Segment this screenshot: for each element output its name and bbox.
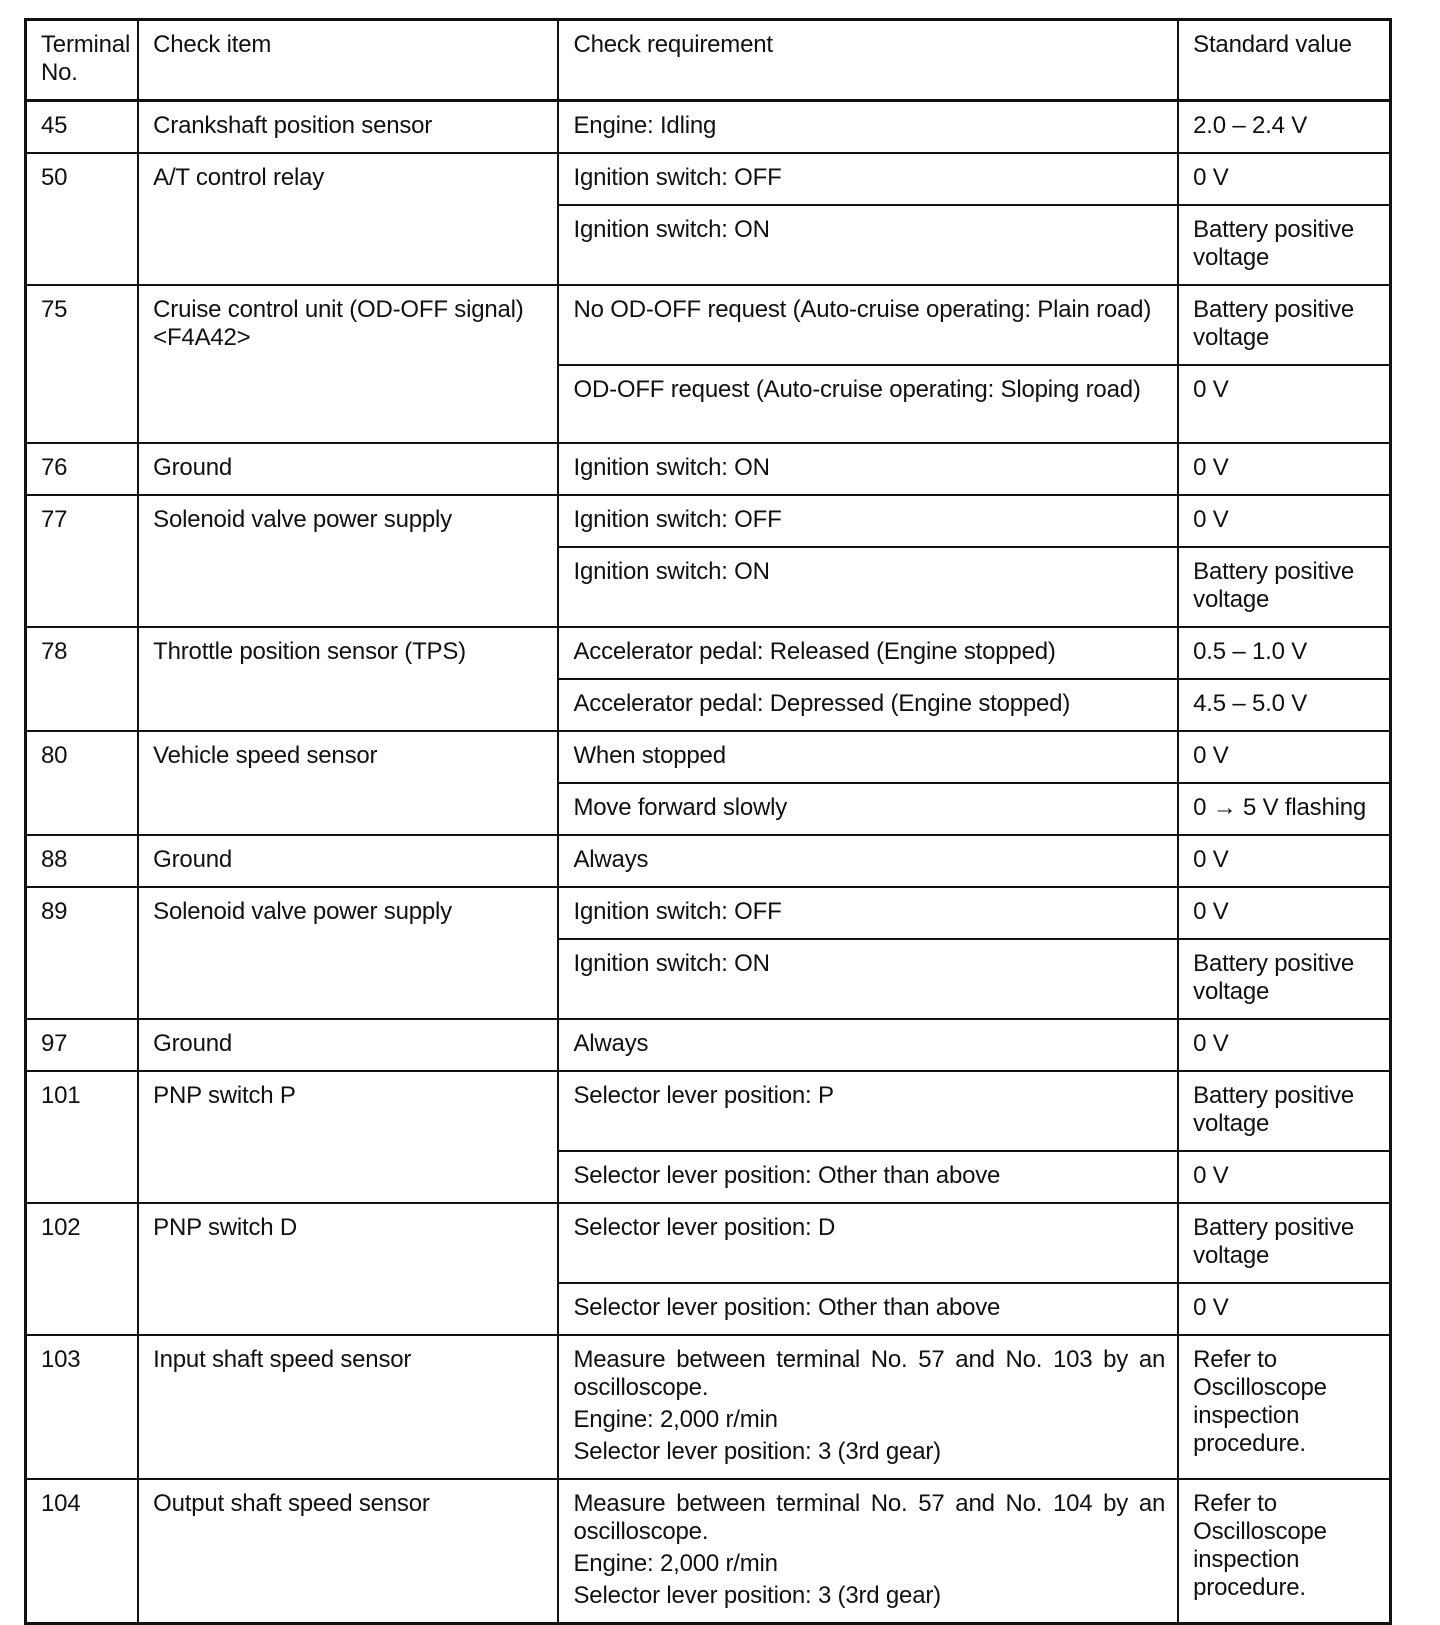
table-row bbox=[26, 627, 1391, 679]
header-standard-value: Standard value bbox=[1178, 20, 1390, 101]
check-item-cell: Ground bbox=[138, 1019, 558, 1071]
check-item-cell: Solenoid valve power supply bbox=[138, 887, 558, 1019]
table-row bbox=[26, 1479, 1391, 1624]
table-row bbox=[26, 153, 1391, 205]
check-requirement-cell: Move forward slowly bbox=[558, 783, 1178, 835]
standard-value-cell: 2.0 – 2.4 V bbox=[1178, 101, 1390, 154]
requirement-line: Engine: 2,000 r/min bbox=[573, 1406, 778, 1433]
requirement-line: Measure between terminal No. 57 and No. 103 by an oscilloscope. bbox=[573, 1346, 1166, 1401]
check-item-cell: PNP switch D bbox=[138, 1203, 558, 1335]
check-requirement-cell: Ignition switch: ON bbox=[558, 205, 1178, 285]
check-requirement-cell: Selector lever position: P bbox=[558, 1071, 1178, 1151]
check-item-cell: A/T control relay bbox=[138, 153, 558, 285]
terminal-no-cell: 50 bbox=[26, 153, 139, 285]
check-requirement-cell: Ignition switch: ON bbox=[558, 939, 1178, 1019]
header-terminal-no: Terminal No. bbox=[26, 20, 139, 101]
check-requirement-cell: Ignition switch: ON bbox=[558, 443, 1178, 495]
table-row bbox=[26, 887, 1391, 939]
check-requirement-cell: When stopped bbox=[558, 731, 1178, 783]
check-requirement-cell: Always bbox=[558, 835, 1178, 887]
check-requirement-cell: Selector lever position: Other than above bbox=[558, 1151, 1178, 1203]
requirement-line: Selector lever position: 3 (3rd gear) bbox=[573, 1438, 941, 1465]
check-item-cell: Output shaft speed sensor bbox=[138, 1479, 558, 1624]
standard-value-cell: Battery positive voltage bbox=[1178, 939, 1390, 1019]
standard-value-cell: 0.5 – 1.0 V bbox=[1178, 627, 1390, 679]
terminal-no-cell: 104 bbox=[26, 1479, 139, 1624]
standard-value-cell: 0 V bbox=[1178, 365, 1390, 443]
table-row bbox=[26, 835, 1391, 887]
check-requirement-cell: No OD-OFF request (Auto-cruise operating: Plain road) bbox=[558, 285, 1178, 365]
terminal-no-cell: 101 bbox=[26, 1071, 139, 1203]
standard-value-cell: Battery positive voltage bbox=[1178, 205, 1390, 285]
standard-value-cell: 0 V bbox=[1178, 1283, 1390, 1335]
check-requirement-cell: Engine: Idling bbox=[558, 101, 1178, 154]
standard-value-cell: 0 V bbox=[1178, 1151, 1390, 1203]
terminal-no-cell: 89 bbox=[26, 887, 139, 1019]
check-item-cell: Crankshaft position sensor bbox=[138, 101, 558, 154]
check-item-cell: Solenoid valve power supply bbox=[138, 495, 558, 627]
terminal-no-cell: 103 bbox=[26, 1335, 139, 1479]
terminal-no-cell: 88 bbox=[26, 835, 139, 887]
terminal-no-cell: 102 bbox=[26, 1203, 139, 1335]
standard-value-cell: 0 V bbox=[1178, 835, 1390, 887]
table-row bbox=[26, 443, 1391, 495]
table-row bbox=[26, 495, 1391, 547]
terminal-no-cell: 97 bbox=[26, 1019, 139, 1071]
standard-value-cell: Refer to Oscilloscope inspection procedure. bbox=[1178, 1335, 1390, 1479]
header-check-item: Check item bbox=[138, 20, 558, 101]
standard-value-cell: Battery positive voltage bbox=[1178, 1203, 1390, 1283]
check-requirement-cell: OD-OFF request (Auto-cruise operating: Sloping road) bbox=[558, 365, 1178, 443]
table-row bbox=[26, 101, 1391, 154]
standard-value-cell: 0 V bbox=[1178, 153, 1390, 205]
standard-value-cell: 0 V bbox=[1178, 1019, 1390, 1071]
check-item-cell: Throttle position sensor (TPS) bbox=[138, 627, 558, 731]
check-requirement-cell: Ignition switch: OFF bbox=[558, 153, 1178, 205]
check-requirement-cell: Selector lever position: Other than above bbox=[558, 1283, 1178, 1335]
standard-value-cell: Battery positive voltage bbox=[1178, 1071, 1390, 1151]
check-requirement-cell: Ignition switch: ON bbox=[558, 547, 1178, 627]
requirement-line: Selector lever position: 3 (3rd gear) bbox=[573, 1582, 941, 1609]
standard-value-cell: Refer to Oscilloscope inspection procedure. bbox=[1178, 1479, 1390, 1624]
check-requirement-cell: Accelerator pedal: Depressed (Engine stopped) bbox=[558, 679, 1178, 731]
requirement-line: Engine: 2,000 r/min bbox=[573, 1550, 778, 1577]
table-row bbox=[26, 1019, 1391, 1071]
standard-value-cell: 0 V bbox=[1178, 495, 1390, 547]
standard-value-cell: 0 V bbox=[1178, 443, 1390, 495]
terminal-no-cell: 76 bbox=[26, 443, 139, 495]
check-item-cell: Ground bbox=[138, 443, 558, 495]
check-requirement-cell bbox=[558, 1335, 1178, 1479]
check-item-cell: Input shaft speed sensor bbox=[138, 1335, 558, 1479]
check-requirement-cell: Ignition switch: OFF bbox=[558, 495, 1178, 547]
header-check-requirement: Check requirement bbox=[558, 20, 1178, 101]
check-requirement-cell: Ignition switch: OFF bbox=[558, 887, 1178, 939]
terminal-no-cell: 80 bbox=[26, 731, 139, 835]
check-item-cell: Vehicle speed sensor bbox=[138, 731, 558, 835]
check-item-cell: Ground bbox=[138, 835, 558, 887]
check-requirement-cell: Accelerator pedal: Released (Engine stopped) bbox=[558, 627, 1178, 679]
table-row bbox=[26, 1203, 1391, 1283]
standard-value-cell: 0 V bbox=[1178, 887, 1390, 939]
check-item-cell: PNP switch P bbox=[138, 1071, 558, 1203]
requirement-line: Measure between terminal No. 57 and No. 104 by an oscilloscope. bbox=[573, 1490, 1166, 1545]
terminal-no-cell: 77 bbox=[26, 495, 139, 627]
terminal-check-sheet bbox=[24, 18, 1392, 1625]
terminal-voltage-table bbox=[24, 18, 1392, 1625]
check-requirement-cell: Always bbox=[558, 1019, 1178, 1071]
table-row bbox=[26, 731, 1391, 783]
check-requirement-cell bbox=[558, 1479, 1178, 1624]
table-header-row bbox=[26, 20, 1391, 101]
standard-value-cell: Battery positive voltage bbox=[1178, 547, 1390, 627]
standard-value-cell: 0 V bbox=[1178, 731, 1390, 783]
standard-value-cell: 4.5 – 5.0 V bbox=[1178, 679, 1390, 731]
terminal-no-cell: 75 bbox=[26, 285, 139, 443]
terminal-no-cell: 78 bbox=[26, 627, 139, 731]
standard-value-cell: Battery positive voltage bbox=[1178, 285, 1390, 365]
table-row bbox=[26, 285, 1391, 365]
table-row bbox=[26, 1071, 1391, 1151]
check-requirement-cell: Selector lever position: D bbox=[558, 1203, 1178, 1283]
standard-value-cell: 0 → 5 V flashing bbox=[1178, 783, 1390, 835]
check-item-cell: Cruise control unit (OD-OFF signal) <F4A42> bbox=[138, 285, 558, 443]
table-row bbox=[26, 1335, 1391, 1479]
terminal-no-cell: 45 bbox=[26, 101, 139, 154]
